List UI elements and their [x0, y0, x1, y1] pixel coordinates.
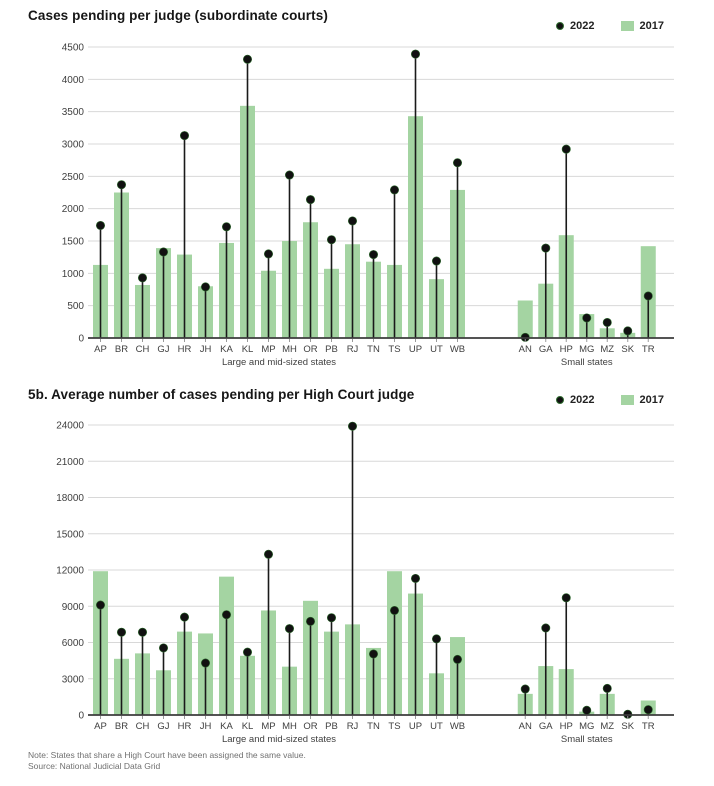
x-tick-label: WB: [449, 344, 466, 355]
x-tick-label: KA: [220, 721, 233, 732]
x-tick-label: MH: [282, 721, 297, 732]
legend-label-2017: 2017: [639, 20, 664, 32]
x-tick-label: MG: [579, 344, 595, 355]
x-tick-label: OR: [303, 721, 318, 732]
high-court-chart: [0, 402, 714, 750]
dot-MZ: [603, 684, 611, 692]
x-tick-label: KA: [220, 344, 233, 355]
dot-RJ: [348, 217, 356, 225]
group-xlabel: Small states: [560, 734, 613, 745]
x-tick-label: BR: [114, 344, 129, 355]
y-tick-label: 21000: [56, 456, 84, 468]
dot-TS: [390, 186, 398, 194]
dot-HP: [562, 594, 570, 602]
y-tick-label: 12000: [56, 565, 84, 577]
dot-HR: [180, 613, 188, 621]
x-tick-label: SK: [621, 344, 635, 355]
legend-label-2022: 2022: [570, 20, 595, 32]
dot-JH: [201, 659, 209, 667]
x-tick-label: AP: [94, 721, 107, 732]
x-tick-label: KL: [241, 721, 254, 732]
x-tick-label: GJ: [157, 721, 170, 732]
y-tick-label: 3000: [61, 674, 84, 686]
dot-SK: [624, 327, 632, 335]
x-tick-label: RJ: [346, 721, 359, 732]
dot-KL: [243, 648, 251, 656]
x-tick-label: BR: [114, 721, 129, 732]
dot-BR: [117, 628, 125, 636]
dot-UP: [411, 50, 419, 58]
dot-TS: [390, 606, 398, 614]
dot-MG: [583, 706, 591, 714]
dot-CH: [138, 274, 146, 282]
x-tick-label: MG: [579, 721, 595, 732]
y-tick-label: 15000: [56, 529, 84, 541]
group-small-states: [518, 594, 656, 732]
x-tick-label: UT: [430, 344, 443, 355]
x-tick-label: UP: [408, 721, 423, 732]
dot-WB: [453, 655, 461, 663]
dot-MH: [285, 171, 293, 179]
dot-MZ: [603, 318, 611, 326]
x-tick-label: UP: [408, 344, 423, 355]
x-tick-label: AP: [94, 344, 107, 355]
y-tick-label: 2000: [61, 204, 84, 216]
chart-title-subordinate-courts: Cases pending per judge (subordinate courts): [28, 8, 328, 23]
x-tick-label: GA: [538, 344, 553, 355]
x-tick-label: HP: [559, 721, 573, 732]
x-tick-label: MZ: [600, 344, 615, 355]
dot-RJ: [348, 422, 356, 430]
y-tick-label: 9000: [61, 601, 84, 613]
dot-TR: [644, 705, 652, 713]
x-tick-label: JH: [199, 344, 212, 355]
dot-OR: [306, 195, 314, 203]
y-tick-label: 6000: [61, 638, 84, 649]
x-tick-label: MP: [261, 344, 276, 355]
dot-HP: [562, 145, 570, 153]
x-tick-label: TN: [367, 344, 380, 355]
legend-label-2022: 2022: [570, 394, 595, 406]
x-tick-label: AN: [518, 721, 532, 732]
dot-HR: [180, 131, 188, 139]
legend-label-2017: 2017: [639, 394, 664, 406]
dot-WB: [453, 159, 461, 167]
x-tick-label: TR: [641, 721, 655, 732]
y-tick-label: 0: [78, 710, 84, 722]
dot-KA: [222, 611, 230, 619]
x-tick-label: HP: [559, 344, 573, 355]
y-tick-label: 4500: [61, 42, 84, 54]
y-tick-label: 4000: [61, 74, 84, 86]
dot-PB: [327, 614, 335, 622]
dot-TR: [644, 292, 652, 300]
y-tick-label: 500: [67, 301, 84, 313]
dot-TN: [369, 650, 377, 658]
y-tick-label: 3500: [61, 107, 84, 119]
dot-MH: [285, 624, 293, 632]
x-tick-label: CH: [135, 344, 150, 355]
dot-AP: [96, 601, 104, 609]
x-tick-label: MP: [261, 721, 276, 732]
chart-title-high-court: 5b. Average number of cases pending per High Court judge: [28, 387, 415, 402]
dot-MP: [264, 250, 272, 258]
x-tick-label: JH: [199, 721, 212, 732]
x-tick-label: AN: [518, 344, 532, 355]
y-axis-tick-labels: [56, 421, 84, 722]
x-tick-label: TS: [388, 344, 401, 355]
dot-TN: [369, 250, 377, 258]
x-tick-label: TR: [641, 344, 655, 355]
x-tick-label: GA: [538, 721, 553, 732]
dot-MG: [583, 314, 591, 322]
dot-UT: [432, 257, 440, 265]
dot-UP: [411, 574, 419, 582]
group-xlabel: Large and mid-sized states: [221, 357, 337, 368]
dot-GJ: [159, 644, 167, 652]
x-tick-label: WB: [449, 721, 466, 732]
x-tick-label: OR: [303, 344, 318, 355]
x-tick-label: HR: [177, 344, 192, 355]
dot-PB: [327, 236, 335, 244]
y-tick-label: 3000: [61, 139, 84, 151]
x-tick-label: RJ: [346, 344, 359, 355]
x-tick-label: PB: [325, 721, 338, 732]
x-tick-label: TN: [367, 721, 380, 732]
group-xlabel: Large and mid-sized states: [221, 734, 337, 745]
y-tick-label: 18000: [56, 493, 84, 504]
x-tick-label: CH: [135, 721, 150, 732]
dot-OR: [306, 617, 314, 625]
x-tick-label: SK: [621, 721, 635, 732]
dot-BR: [117, 181, 125, 189]
gridlines: [88, 425, 674, 679]
y-tick-label: 24000: [56, 420, 84, 432]
source-text: Source: National Judicial Data Grid: [28, 761, 161, 771]
x-tick-label: TS: [388, 721, 401, 732]
dot-JH: [201, 283, 209, 291]
x-tick-label: MH: [282, 344, 297, 355]
group-large-states: [93, 422, 465, 732]
dot-AN: [521, 685, 529, 693]
y-tick-label: 1000: [61, 268, 84, 280]
dot-KA: [222, 223, 230, 231]
x-tick-label: MZ: [600, 721, 615, 732]
y-tick-label: 1500: [61, 236, 84, 248]
dot-GJ: [159, 248, 167, 256]
dot-KL: [243, 55, 251, 63]
y-axis-tick-labels: [62, 43, 85, 345]
dot-CH: [138, 628, 146, 636]
dot-UT: [432, 635, 440, 643]
x-tick-label: HR: [177, 721, 192, 732]
subordinate-courts-chart: [0, 0, 714, 380]
group-large-states: [93, 50, 465, 355]
note-text: Note: States that share a High Court have been assigned the same value.: [28, 750, 306, 760]
dot-GA: [542, 624, 550, 632]
bar-AN: [518, 300, 533, 338]
x-tick-label: GJ: [157, 344, 170, 355]
group-xlabel: Small states: [560, 357, 613, 368]
x-tick-label: UT: [430, 721, 443, 732]
dot-GA: [542, 244, 550, 252]
dot-MP: [264, 550, 272, 558]
y-tick-label: 0: [78, 333, 84, 345]
dot-AP: [96, 221, 104, 229]
x-tick-label: PB: [325, 344, 338, 355]
x-tick-label: KL: [241, 344, 254, 355]
y-tick-label: 2500: [61, 171, 84, 183]
